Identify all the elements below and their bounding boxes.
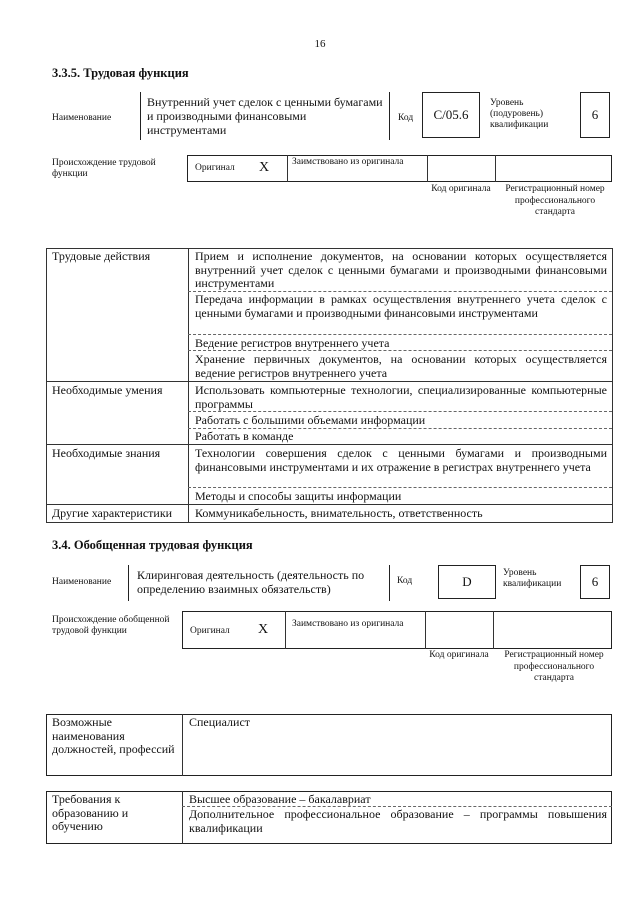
education-label: Требования к образованию и обучению	[52, 792, 129, 833]
education-item: Дополнительное профессиональное образование – программы повышения квалификации	[189, 807, 607, 835]
knowledge-item: Методы и способы защиты информации	[195, 489, 402, 503]
reg-number-label: Регистрационный номер профессионального стандарта	[504, 650, 604, 683]
action-item: Прием и исполнение документов, на основании которых осуществляется внутренний учет сделок с ценными бумагами и производными финансовыми инструментами	[195, 249, 607, 290]
reg-number-label: Регистрационный номер профессионального стандарта	[505, 184, 605, 217]
function-name-value: Внутренний учет сделок с ценными бумагами и производными финансовыми инструментами	[147, 95, 383, 137]
borrowed-label: Заимствовано из оригинала	[292, 157, 404, 167]
positions-value: Специалист	[189, 715, 251, 729]
level-value: 6	[580, 92, 610, 138]
original-label: Оригинал	[195, 163, 235, 173]
original-mark: X	[258, 622, 269, 637]
section-heading-3-4: 3.4. Обобщенная трудовая функция	[52, 538, 253, 552]
function-name-box	[128, 565, 390, 601]
origin-label: Происхождение обобщенной трудовой функции	[52, 615, 170, 636]
knowledge-item: Технологии совершения сделок с ценными бумагами и производными финансовыми инструментами и их отражение в регистрах внутреннего учета	[195, 446, 607, 474]
skills-label: Необходимые умения	[52, 383, 163, 397]
code-label: Код	[398, 113, 414, 123]
borrowed-label: Заимствовано из оригинала	[292, 619, 404, 629]
function-name-box	[140, 92, 390, 140]
code-original-label: Код оригинала	[431, 184, 491, 194]
action-item: Хранение первичных документов, на основании которых осуществляется ведение регистров внутреннего учета	[195, 352, 607, 380]
action-item: Ведение регистров внутреннего учета	[195, 336, 390, 350]
knowledge-label: Необходимые знания	[52, 446, 161, 460]
section-heading-3-3-5: 3.3.5. Трудовая функция	[52, 66, 189, 80]
origin-label: Происхождение трудовой функции	[52, 158, 156, 179]
level-label: Уровень (подуровень) квалификации	[490, 98, 549, 130]
code-value: C/05.6	[422, 92, 480, 138]
function-name-value: Клиринговая деятельность (деятельность по определению взаимных обязательств)	[137, 568, 365, 596]
name-label: Наименование	[52, 113, 112, 123]
positions-label: Возможные наименования должностей, профессий	[52, 715, 175, 756]
skill-item: Работать в команде	[195, 429, 294, 443]
page-number: 16	[314, 38, 326, 50]
original-label: Оригинал	[190, 626, 230, 636]
actions-label: Трудовые действия	[52, 249, 151, 263]
other-value: Коммуникабельность, внимательность, ответственность	[195, 506, 483, 520]
skill-item: Использовать компьютерные технологии, специализированные компьютерные программы	[195, 383, 607, 411]
name-label: Наименование	[52, 577, 112, 587]
action-item: Передача информации в рамках осуществления внутреннего учета сделок с ценными бумагами и производными финансовыми инструментами	[195, 292, 607, 320]
code-label: Код	[397, 576, 413, 586]
origin-table	[182, 611, 612, 649]
original-mark: X	[259, 160, 270, 175]
code-original-label: Код оригинала	[429, 650, 489, 660]
code-value: D	[438, 565, 496, 599]
level-value: 6	[580, 565, 610, 599]
level-label: Уровень квалификации	[503, 568, 562, 589]
skill-item: Работать с большими объемами информации	[195, 413, 426, 427]
other-label: Другие характеристики	[52, 506, 173, 520]
education-item: Высшее образование – бакалавриат	[189, 792, 371, 806]
